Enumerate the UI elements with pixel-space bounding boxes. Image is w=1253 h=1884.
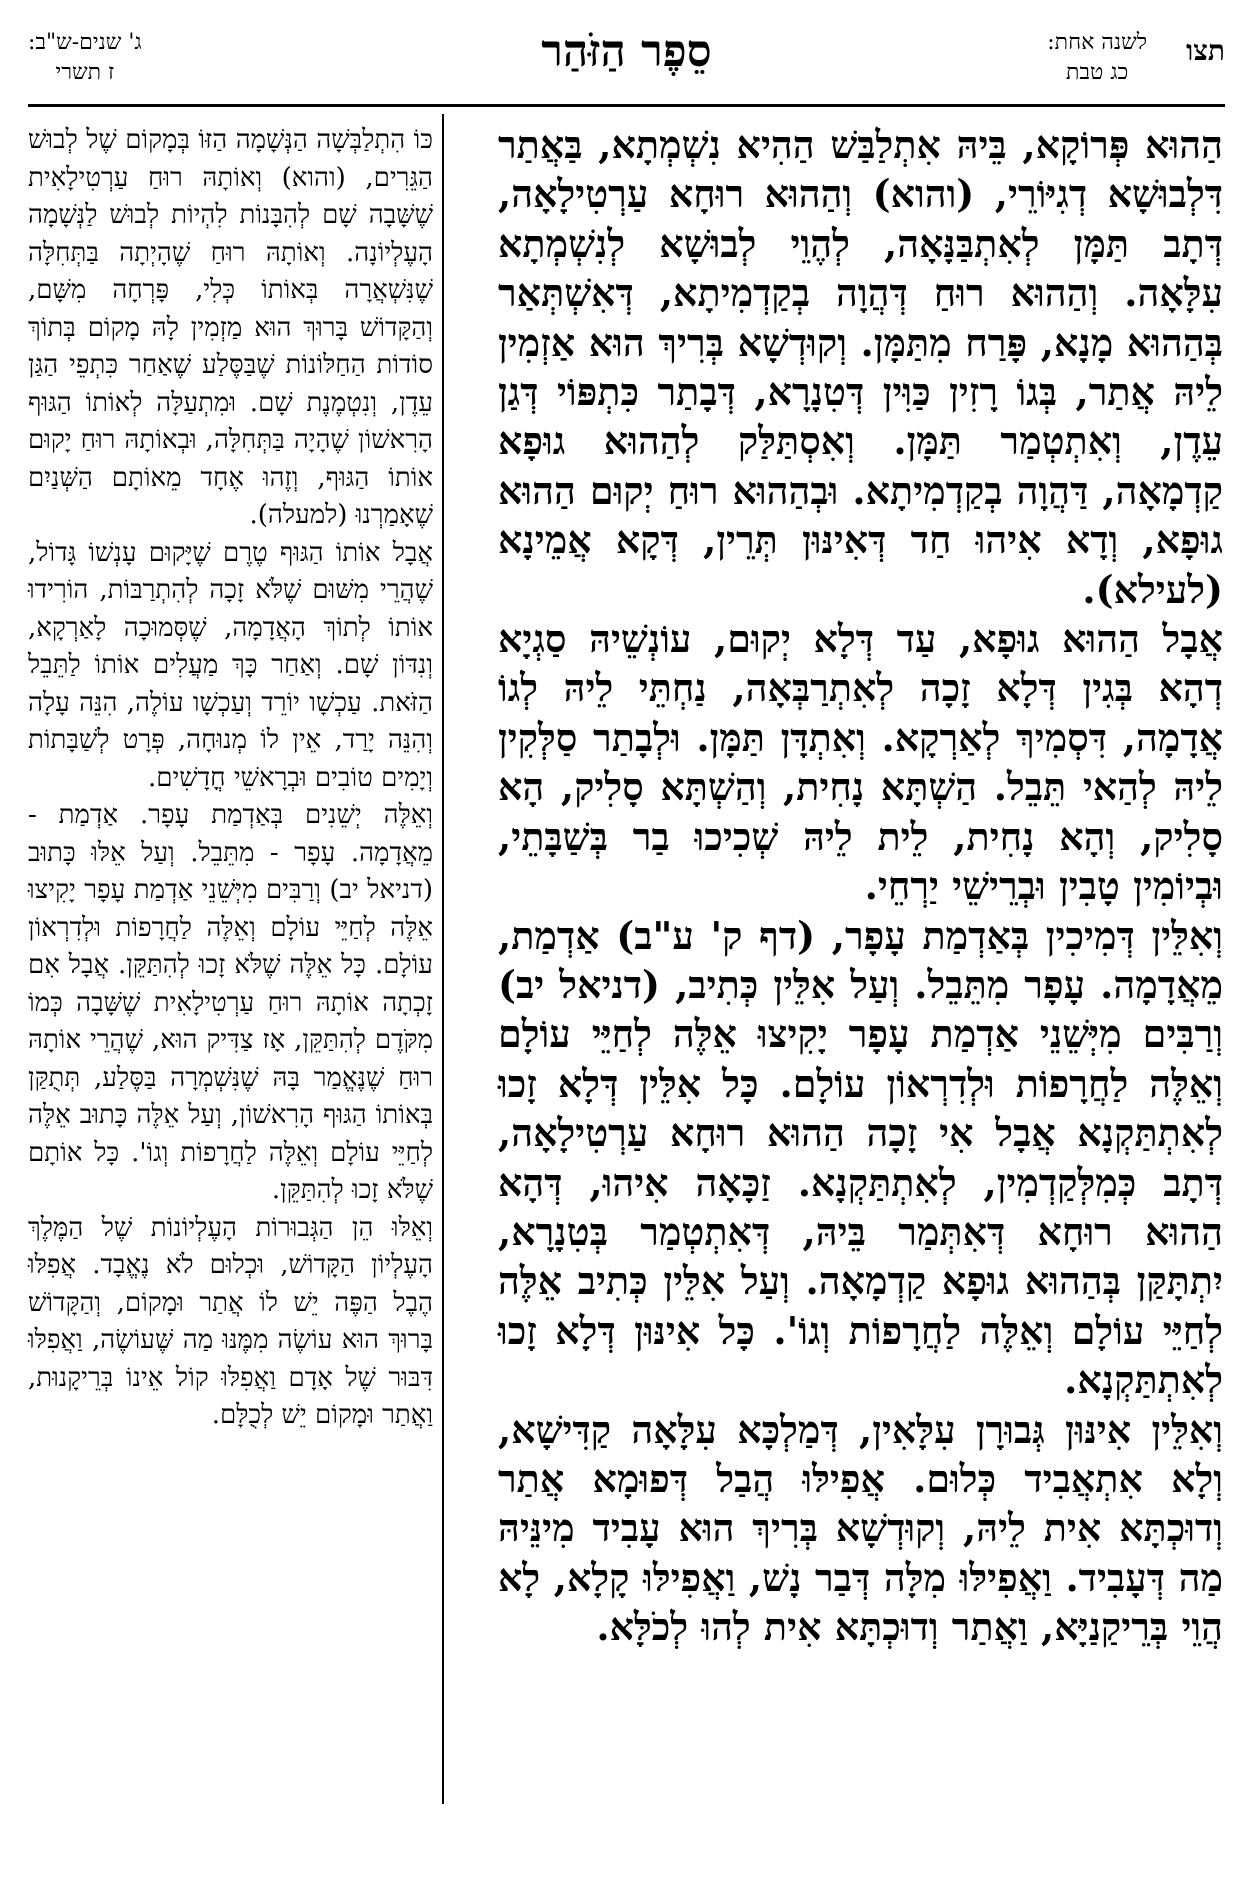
translation-paragraph: וְאֵלּוּ הֵן הַגְּבוּרוֹת הָעֶלְיוֹנוֹת שֶׁל הַמֶּלֶךְ הָעֶלְיוֹן הַקָּדוֹשׁ, וּכְלוּם לֹא נֶאֱבָד. אֲפִלּוּ הֶבֶל הַפֶּה יֵשׁ לוֹ אֲתַר וּמָקוֹם, וְהַקָּדוֹשׁ בָּרוּךְ הוּא עוֹשֶׂה מִמֶּנּוּ מַה שֶּׁעוֹשֶׂה, וַאֲפִלּוּ דִּבּוּר שֶׁל אָדָם וַאֲפִלּוּ קוֹל אֵינוֹ בְּרֵיקָנוּת, וַאֲתַר וּמָקוֹם יֵשׁ לְכֻלָּם. [28, 1212, 433, 1430]
main-paragraph: וְאִלֵּין דְּמִיכִין בְּאַדְמַת עָפָר, (דף ק' ע"ב) אַדְמַת, מֵאֲדָמָה. עָפָר מִתֵּבֵל. וְעַל אִלֵּין כְּתִיב, (דניאל יב) וְרַבִּים מִיְּשֵׁנֵי אַדְמַת עָפָר יָקִיצוּ אֵלֶּה לְחַיֵּי עוֹלָם וְאֵלֶּה לַחֲרָפוֹת וּלְדִרְאוֹן עוֹלָם. כָּל אִלֵּין דְּלָא זָכוּ לְאִתְתַּקְנָא אֲבָל אִי זָכָה הַהוּא רוּחָא עַרְטִילָאָה, דְּתָב כְּמִלְּקַדְמִין, לְאִתְתַּקְנָא. זַכָּאָה אִיהוּ, דְּהָא הַהוּא רוּחָא דְּאִתְּמַר בֵּיהּ, דְּאִתְטְמַר בְּטִנָרָא, יִתְתָּקַּן בְּהַהוּא גוּפָא קַדְמָאָה. וְעַל אִלֵּין כְּתִיב אֵלֶּה לְחַיֵּי עוֹלָם וְאֵלֶּה לַחֲרָפוֹת וְגוֹ'. כָּל אִינּוּן דְּלָא זָכוּ לְאִתְתַּקְנָא. [498, 912, 1223, 1403]
main-paragraph: וְאִלֵּין אִינּוּן גְּבוּרָן עִלָּאִין, דְּמַלְכָּא עִלָּאָה קַדִּישָׁא, וְלָא אִתְאֲבִיד כְּלוּם. אֲפִילּוּ הֲבַל דְּפוּמָא אֲתַר וְדוּכְתָּא אִית לֵיהּ, וְקוּדְשָׁא בְּרִיךְ הוּא עָבִיד מִינֵּיהּ מַה דְּעָבִיד. וַאֲפִילּוּ מִלָּה דְּבַר נָשׁ, וַאֲפִילּוּ קָלָא, לָא הֲוֵי בְּרֵיקַנַיָּא, וַאֲתַר וְדוּכְתָּא אִית לְהוּ לְכֹלָּא. [498, 1406, 1223, 1650]
annual-schedule-label: לשנה אחת: [1047, 30, 1147, 55]
annual-schedule-date: כג טבת [1065, 60, 1129, 85]
hebrew-translation-column [28, 122, 433, 1435]
column-divider [442, 114, 444, 1804]
book-title: סֵפֶר הַזֹּהַר [541, 26, 712, 77]
aramaic-text-column [498, 120, 1223, 1652]
main-paragraph: אֲבָל הַהוּא גוּפָא, עַד דְּלָא יְקוּם, עוֹנְשֵׁיהּ סַגְיָא דְהָא בְּגִין דְּלָא זָכָה לְאִתְרַבְּאָה, נַחְתֵּי לֵיהּ לְגוֹ אֲדָמָה, דִּסְמִיךְ לְאַרְקָא. וְאִתְדָּן תַּמָּן. וּלְבָתַר סַלְּקִין לֵיהּ לְהַאי תֵּבֵל. הַשְׁתָּא נָחִית, וְהַשְׁתָּא סָלִיק, הָא סָלִיק, וְהָא נָחִית, לֵית לֵיהּ שְׁכִיכוּ בַר בְּשַׁבָּתֵי, וּבְיוֹמִין טָבִין וּבְרֵישֵׁי יַרְחֵי. [498, 616, 1223, 909]
translation-paragraph: כּוֹ הִתְלַבְּשָׁה הַנְּשָׁמָה הַזּוֹ בְּמָקוֹם שֶׁל לְבוּשׁ הַגֵּרִים, (והוא) וְאוֹתָהּ רוּחַ עַרְטִילָאִית שֶׁשָּׁבָה שָׁם לְהִבָּנוֹת לִהְיוֹת לְבוּשׁ לַנְּשָׁמָה הָעֶלְיוֹנָה. וְאוֹתָהּ רוּחַ שֶׁהָיְתָה בַּתְּחִלָּה שֶׁנִּשְׁאֲרָה בְּאוֹתוֹ כְּלִי, פָּרְחָה מִשָּׁם, וְהַקָּדוֹשׁ בָּרוּךְ הוּא מַזְמִין לָהּ מָקוֹם בְּתוֹךְ סוֹדוֹת הַחַלּוֹנוֹת שֶׁבַּסֶּלַע שֶׁאַחַר כִּתְפֵי הַגַּן עֵדֶן, וְנִטְמֶנֶת שָׁם. וּמִתְעַלָּה לְאוֹתוֹ הַגּוּף הָרִאשׁוֹן שֶׁהָיָה בַּתְּחִלָּה, וּבְאוֹתָהּ רוּחַ יָקוּם אוֹתוֹ הַגּוּף, וְזֶהוּ אֶחָד מֵאוֹתָם הַשְּׁנַיִם שֶׁאָמַרְנוּ (למעלה). [28, 125, 433, 530]
header-rule [28, 104, 1225, 107]
three-year-schedule [28, 28, 142, 88]
three-year-schedule-label: ג' שנים-ש"ב: [28, 30, 142, 55]
main-paragraph: הַהוּא פְּרוֹקָא, בֵּיהּ אִתְלַבַּשׁ הַהִיא נִשְׁמְתָא, בַּאֲתַר דִּלְבוּשָׁא דְגִיּוֹרֵי, (והוא) וְהַהוּא רוּחָא עַרְטִילָאָה, דְּתָב תַּמָּן לְאִתְבַּנָּאָה, לְהֶוֵי לְבוּשָׁא לְנִשְׁמְתָא עִלָּאָה. וְהַהוּא רוּחַ דְּהֲוָה בְקַדְמִיתָא, דְּאִשְׁתְּאַר בְּהַהוּא מָנָא, פָּרַח מִתַּמָּן. וְקוּדְשָׁא בְּרִיךְ הוּא אַזְמִין לֵיהּ אֲתַר, בְּגוֹ רָזִין כַּוִּין דְּטִנָרָא, דְּבָתַר כִּתְפּוֹי דְּגַן עֵדֶן, וְאִתְטְמַר תַּמָּן. וְאִסְתַּלַּק לְהַהוּא גוּפָא קַדְמָאָה, דַּהֲוָה בְקַדְמִיתָא. וּבְהַהוּא רוּחַ יְקוּם הַהוּא גוּפָא, וְדָא אִיהוּ חַד דְּאִינּוּן תְּרֵין, דְּקָא אֲמֵינָא (לעילא). [498, 122, 1223, 612]
page-number: תצו [1186, 34, 1225, 67]
three-year-schedule-date: ז תשרי [55, 60, 115, 85]
page-header [28, 28, 1225, 108]
translation-paragraph: אֲבָל אוֹתוֹ הַגּוּף טֶרֶם שֶׁיָּקוּם עָנְשׁוֹ גָּדוֹל, שֶׁהֲרֵי מִשּׁוּם שֶׁלֹּא זָכָה לְהִתְרַבּוֹת, הוֹרִידוּ אוֹתוֹ לְתוֹךְ הָאֲדָמָה, שֶׁסְּמוּכָה לָאַרְקָא, וְנִדּוֹן שָׁם. וְאַחַר כָּךְ מַעֲלִים אוֹתוֹ לַתֵּבֵל הַזֹּאת. עַכְשָׁו יוֹרֵד וְעַכְשָׁו עוֹלֶה, הִנֵּה עָלָה וְהִנֵּה יָרַד, אֵין לוֹ מְנוּחָה, פְּרָט לְשַׁבָּתוֹת וְיָמִים טוֹבִים וּבְרָאשֵׁי חֳדָשִׁים. [28, 537, 433, 793]
translation-paragraph: וְאֵלֶּה יְשֵׁנִים בְּאַדְמַת עָפָר. אַדְמַת - מֵאֲדָמָה. עָפָר - מִתֵּבֵל. וְעַל אֵלּוּ כָּתוּב (דניאל יב) וְרַבִּים מִיְּשֵׁנֵי אַדְמַת עָפָר יָקִיצוּ אֵלֶּה לְחַיֵּי עוֹלָם וְאֵלֶּה לַחֲרָפוֹת וּלְדִרְאוֹן עוֹלָם. כָּל אֵלֶּה שֶׁלֹּא זָכוּ לְהִתַּקֵּן. אֲבָל אִם זָכְתָה אוֹתָהּ רוּחַ עַרְטִילָאִית שֶׁשָּׁבָה כְּמוֹ מִקֹּדֶם לְהִתַּקֵּן, אָז צַדִּיק הוּא, שֶׁהֲרֵי אוֹתָהּ רוּחַ שֶׁנֶּאֱמַר בָּהּ שֶׁנִּשְׁמְרָה בַּסֶּלַע, תְּתֻקַּן בְּאוֹתוֹ הַגּוּף הָרִאשׁוֹן, וְעַל אֵלֶּה כָּתוּב אֵלֶּה לְחַיֵּי עוֹלָם וְאֵלֶּה לַחֲרָפוֹת וְגוֹ'. כָּל אוֹתָם שֶׁלֹּא זָכוּ לְהִתַּקֵּן. [28, 800, 433, 1205]
